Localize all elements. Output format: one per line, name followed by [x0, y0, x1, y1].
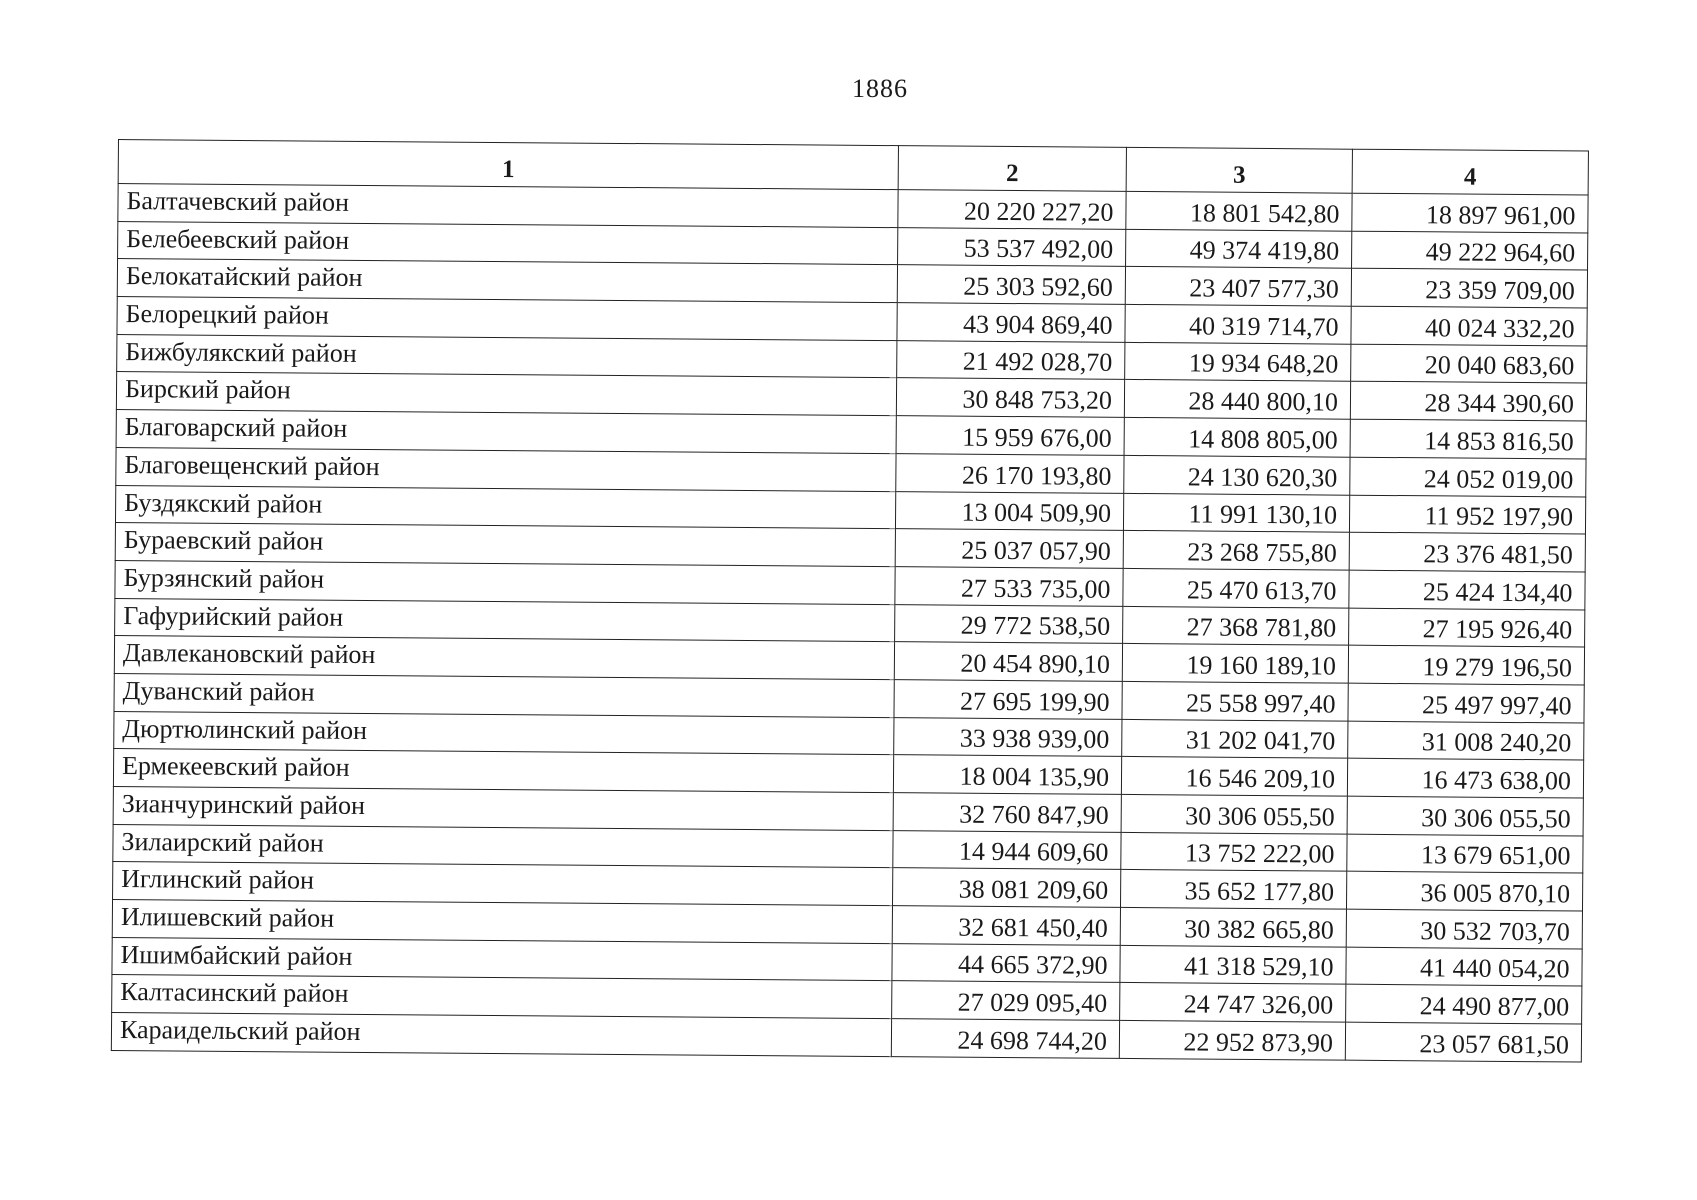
- value-cell-col2: 20 454 890,10: [894, 642, 1122, 681]
- value-cell-col3: 40 319 714,70: [1125, 304, 1351, 343]
- value-cell-col4: 40 024 332,20: [1351, 306, 1587, 346]
- value-cell-col3: 24 130 620,30: [1124, 455, 1350, 494]
- district-name-cell: Бураевский район: [115, 523, 895, 567]
- value-cell-col4: 16 473 638,00: [1347, 758, 1583, 798]
- district-name-cell: Калтасинский район: [112, 975, 892, 1019]
- district-name-cell: Балтачевский район: [118, 184, 898, 228]
- district-name-cell: Ермекеевский район: [113, 749, 893, 793]
- value-cell-col2: 30 848 753,20: [896, 378, 1124, 417]
- value-cell-col4: 14 853 816,50: [1350, 419, 1586, 459]
- district-name-cell: Буздякский район: [115, 485, 895, 529]
- district-name-cell: Караидельский район: [111, 1013, 891, 1057]
- value-cell-col4: 20 040 683,60: [1351, 344, 1587, 384]
- value-cell-col4: 24 490 877,00: [1346, 985, 1582, 1025]
- value-cell-col3: 24 747 326,00: [1120, 983, 1346, 1022]
- column-header: 2: [898, 146, 1126, 192]
- value-cell-col3: 22 952 873,90: [1119, 1021, 1345, 1060]
- value-cell-col4: 11 952 197,90: [1349, 495, 1585, 535]
- value-cell-col4: 23 359 709,00: [1351, 269, 1587, 309]
- value-cell-col4: 36 005 870,10: [1346, 872, 1582, 912]
- district-name-cell: Давлекановский район: [114, 636, 894, 680]
- district-name-cell: Благовещенский район: [116, 447, 896, 491]
- district-name-cell: Бурзянский район: [115, 560, 895, 604]
- value-cell-col2: 21 492 028,70: [897, 340, 1125, 379]
- value-cell-col2: 27 695 199,90: [894, 680, 1122, 719]
- column-header: 4: [1352, 149, 1588, 195]
- district-name-cell: Иглинский район: [113, 862, 893, 906]
- table-container: [111, 139, 1588, 1062]
- value-cell-col3: 30 382 665,80: [1120, 907, 1346, 946]
- value-cell-col4: 27 195 926,40: [1349, 608, 1585, 648]
- district-name-cell: Благоварский район: [116, 410, 896, 454]
- district-name-cell: Бижбулякский район: [117, 334, 897, 378]
- value-cell-col2: 25 037 057,90: [895, 529, 1123, 568]
- value-cell-col3: 49 374 419,80: [1126, 229, 1352, 268]
- value-cell-col2: 33 938 939,00: [894, 717, 1122, 756]
- district-name-cell: Белокатайский район: [117, 259, 897, 303]
- value-cell-col4: 25 497 997,40: [1348, 683, 1584, 723]
- value-cell-col2: 43 904 869,40: [897, 303, 1125, 342]
- value-cell-col4: 24 052 019,00: [1350, 457, 1586, 497]
- value-cell-col4: 30 532 703,70: [1346, 909, 1582, 949]
- column-header: 3: [1126, 147, 1352, 193]
- value-cell-col4: 23 057 681,50: [1345, 1022, 1581, 1062]
- value-cell-col4: 41 440 054,20: [1346, 947, 1582, 987]
- value-cell-col3: 23 407 577,30: [1125, 267, 1351, 306]
- value-cell-col3: 11 991 130,10: [1123, 493, 1349, 532]
- district-name-cell: Зилаирский район: [113, 824, 893, 868]
- value-cell-col2: 27 029 095,40: [892, 981, 1120, 1020]
- value-cell-col3: 25 558 997,40: [1122, 681, 1348, 720]
- column-header: 1: [118, 140, 898, 190]
- value-cell-col2: 27 533 735,00: [895, 566, 1123, 605]
- value-cell-col3: 27 368 781,80: [1123, 606, 1349, 645]
- value-cell-col4: 23 376 481,50: [1349, 532, 1585, 572]
- value-cell-col2: 25 303 592,60: [897, 265, 1125, 304]
- district-name-cell: Илишевский район: [112, 900, 892, 944]
- district-name-cell: Гафурийский район: [115, 598, 895, 642]
- value-cell-col3: 23 268 755,80: [1123, 531, 1349, 570]
- value-cell-col2: 44 665 372,90: [892, 943, 1120, 982]
- value-cell-col2: 14 944 609,60: [893, 830, 1121, 869]
- value-cell-col2: 32 760 847,90: [893, 793, 1121, 832]
- value-cell-col4: 25 424 134,40: [1349, 570, 1585, 610]
- value-cell-col2: 26 170 193,80: [896, 453, 1124, 492]
- value-cell-col3: 14 808 805,00: [1124, 418, 1350, 457]
- page-number: 1886: [852, 74, 908, 103]
- value-cell-col3: 35 652 177,80: [1120, 870, 1346, 909]
- value-cell-col3: 30 306 055,50: [1121, 794, 1347, 833]
- value-cell-col3: 19 160 189,10: [1122, 644, 1348, 683]
- district-name-cell: Белебеевский район: [118, 221, 898, 265]
- value-cell-col4: 19 279 196,50: [1348, 645, 1584, 685]
- value-cell-col2: 20 220 227,20: [898, 190, 1126, 229]
- budget-table: [111, 139, 1589, 1062]
- table-body: [111, 184, 1588, 1062]
- value-cell-col4: 28 344 390,60: [1350, 382, 1586, 422]
- value-cell-col4: 31 008 240,20: [1348, 721, 1584, 761]
- value-cell-col3: 19 934 648,20: [1125, 342, 1351, 381]
- value-cell-col2: 32 681 450,40: [892, 906, 1120, 945]
- district-name-cell: Зианчуринский район: [113, 786, 893, 830]
- value-cell-col2: 18 004 135,90: [893, 755, 1121, 794]
- district-name-cell: Белорецкий район: [117, 297, 897, 341]
- district-name-cell: Дюртюлинский район: [114, 711, 894, 755]
- value-cell-col2: 53 537 492,00: [898, 227, 1126, 266]
- value-cell-col3: 28 440 800,10: [1124, 380, 1350, 419]
- value-cell-col2: 15 959 676,00: [896, 416, 1124, 455]
- district-name-cell: Бирский район: [116, 372, 896, 416]
- value-cell-col2: 38 081 209,60: [893, 868, 1121, 907]
- value-cell-col3: 25 470 613,70: [1123, 568, 1349, 607]
- value-cell-col3: 16 546 209,10: [1121, 757, 1347, 796]
- value-cell-col2: 13 004 509,90: [895, 491, 1123, 530]
- value-cell-col4: 13 679 651,00: [1347, 834, 1583, 874]
- district-name-cell: Ишимбайский район: [112, 937, 892, 981]
- value-cell-col3: 41 318 529,10: [1120, 945, 1346, 984]
- value-cell-col4: 18 897 961,00: [1352, 193, 1588, 233]
- value-cell-col3: 31 202 041,70: [1122, 719, 1348, 758]
- value-cell-col2: 29 772 538,50: [895, 604, 1123, 643]
- value-cell-col3: 18 801 542,80: [1126, 191, 1352, 230]
- value-cell-col4: 49 222 964,60: [1352, 231, 1588, 271]
- value-cell-col4: 30 306 055,50: [1347, 796, 1583, 836]
- value-cell-col3: 13 752 222,00: [1121, 832, 1347, 871]
- value-cell-col2: 24 698 744,20: [891, 1019, 1119, 1058]
- district-name-cell: Дуванский район: [114, 673, 894, 717]
